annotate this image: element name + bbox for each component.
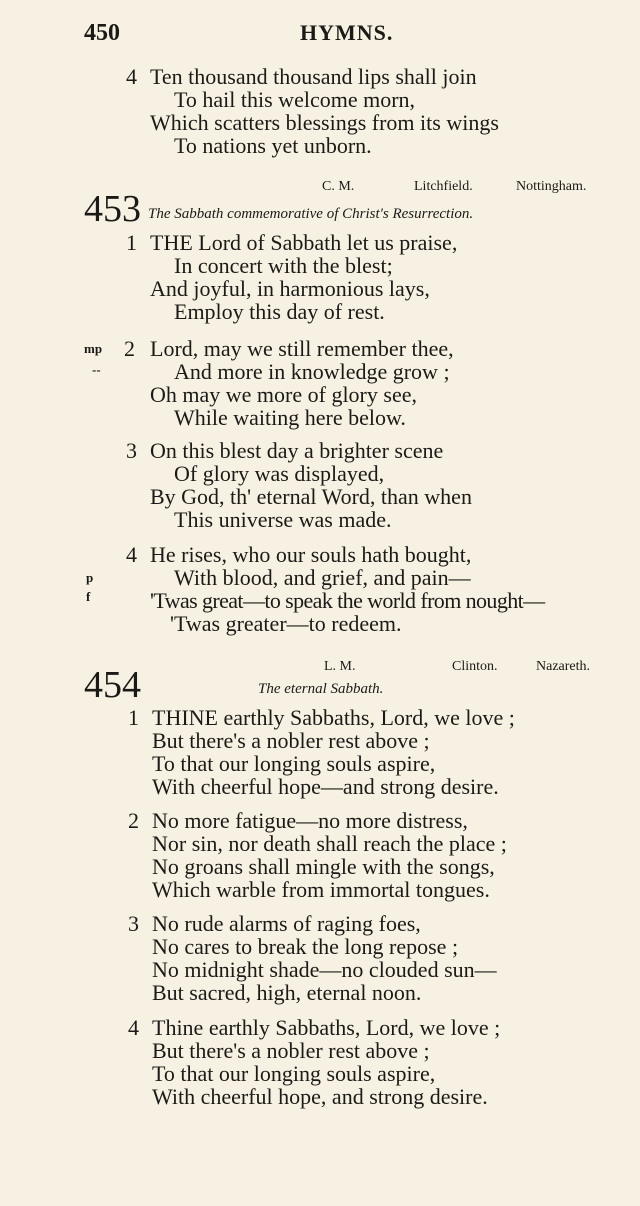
verse-line: But there's a nobler rest above ; — [152, 1038, 430, 1063]
hymn-tune: Nottingham. — [516, 179, 587, 194]
prev-verse-line: To hail this welcome morn, — [174, 87, 416, 112]
verse-line: And more in knowledge grow ; — [174, 359, 450, 384]
verse-line: No groans shall mingle with the songs, — [152, 854, 495, 879]
prev-verse-number: 4 — [126, 64, 137, 89]
verse-number: 4 — [128, 1015, 139, 1040]
verse-number: 4 — [126, 542, 137, 567]
verse-number: 3 — [128, 911, 139, 936]
verse-line: 'Twas great—to speak the world from nought— — [150, 588, 545, 613]
verse-number: 1 — [126, 230, 137, 255]
verse-line: He rises, who our souls hath bought, — [150, 542, 472, 567]
prev-verse-line: To nations yet unborn. — [174, 133, 372, 158]
verse-number: 2 — [128, 808, 139, 833]
dynamic-marking: p — [86, 570, 94, 585]
hymn-tune: Clinton. — [452, 659, 498, 674]
page-number: 450 — [84, 20, 120, 46]
hymn-number: 454 — [84, 664, 141, 706]
verse-line: THE Lord of Sabbath let us praise, — [150, 230, 458, 255]
verse-line: 'Twas greater—to redeem. — [170, 611, 402, 636]
verse-line: In concert with the blest; — [174, 253, 393, 278]
verse-line: Of glory was displayed, — [174, 461, 385, 486]
verse-line: With blood, and grief, and pain— — [174, 565, 471, 590]
verse-line: Employ this day of rest. — [174, 299, 385, 324]
verse-line: And joyful, in harmonious lays, — [150, 276, 430, 301]
verse-line: Thine earthly Sabbaths, Lord, we love ; — [152, 1015, 501, 1040]
verse-line: THINE earthly Sabbaths, Lord, we love ; — [152, 705, 515, 730]
verse-line: To that our longing souls aspire, — [152, 751, 436, 776]
dynamic-marking: -- — [92, 362, 101, 377]
hymn-title: The eternal Sabbath. — [258, 681, 384, 697]
verse-line: But there's a nobler rest above ; — [152, 728, 430, 753]
hymn-number: 453 — [84, 188, 141, 230]
prev-verse-line: Ten thousand thousand lips shall join — [150, 64, 477, 89]
hymn-meter: C. M. — [322, 179, 355, 194]
prev-verse-line: Which scatters blessings from its wings — [150, 110, 499, 135]
hymn-tune: Nazareth. — [536, 659, 591, 674]
verse-line: With cheerful hope—and strong desire. — [152, 774, 499, 799]
verse-number: 1 — [128, 705, 139, 730]
running-head: HYMNS. — [300, 20, 394, 45]
verse-line: With cheerful hope, and strong desire. — [152, 1084, 488, 1109]
verse-line: Nor sin, nor death shall reach the place ; — [152, 831, 507, 856]
hymn-meter: L. M. — [324, 659, 356, 674]
verse-line: Which warble from immortal tongues. — [152, 877, 490, 902]
verse-line: No rude alarms of raging foes, — [152, 911, 421, 936]
verse-line: On this blest day a brighter scene — [150, 438, 444, 463]
verse-line: Lord, may we still remember thee, — [150, 336, 454, 361]
dynamic-marking: f — [86, 589, 91, 604]
verse-line: No midnight shade—no clouded sun— — [152, 957, 497, 982]
hymn-title: The Sabbath commemorative of Christ's Resurrection. — [148, 206, 474, 222]
verse-line: No more fatigue—no more distress, — [152, 808, 468, 833]
hymn-tune: Litchfield. — [414, 179, 473, 194]
verse-line: To that our longing souls aspire, — [152, 1061, 436, 1086]
verse-line: But sacred, high, eternal noon. — [152, 980, 422, 1005]
verse-line: By God, th' eternal Word, than when — [150, 484, 472, 509]
verse-line: This universe was made. — [174, 507, 392, 532]
verse-number: 2 — [124, 336, 135, 361]
dynamic-marking: mp — [84, 341, 103, 356]
verse-line: No cares to break the long repose ; — [152, 934, 459, 959]
verse-line: Oh may we more of glory see, — [150, 382, 417, 407]
verse-line: While waiting here below. — [174, 405, 406, 430]
verse-number: 3 — [126, 438, 137, 463]
